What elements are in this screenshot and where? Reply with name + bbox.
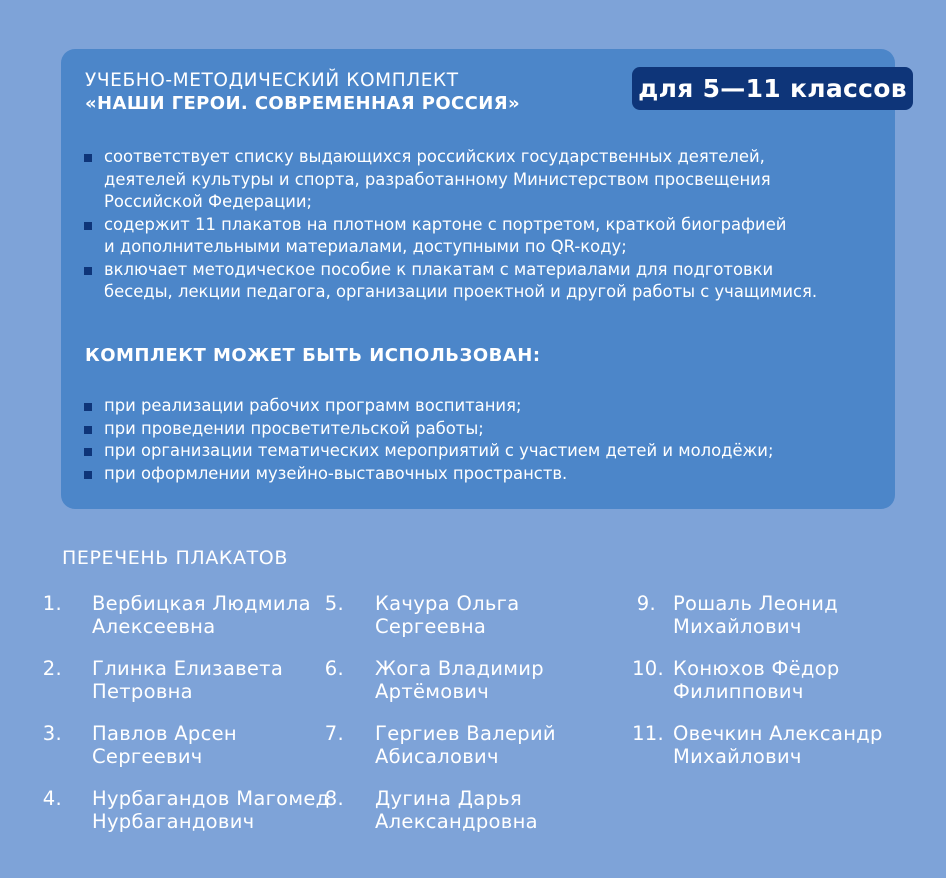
list-item [84, 395, 874, 418]
bullet-square-icon [84, 448, 92, 456]
feature-line: содержит 11 плакатов на плотном картоне с портретом, краткой биографией [104, 214, 787, 234]
bullet-square-icon [84, 154, 92, 162]
poster-name-line2: Петровна [92, 680, 193, 703]
poster-name-line1: Дугина Дарья [375, 787, 522, 810]
poster-number: 2. [42, 657, 62, 680]
bullet-square-icon [84, 403, 92, 411]
poster-name-line2: Алексеевна [92, 615, 216, 638]
poster-name-line1: Павлов Арсен [92, 722, 237, 745]
list-item [84, 418, 874, 441]
poster-name-line2: Нурбагандович [92, 810, 255, 833]
poster-number: 3. [42, 722, 62, 745]
poster-name-line2: Михайлович [673, 745, 802, 768]
bullet-square-icon [84, 222, 92, 230]
poster-name-line2: Александровна [375, 810, 538, 833]
poster-name-line2: Сергеевна [375, 615, 487, 638]
feature-line: беседы, лекции педагога, организации проектной и другой работы с учащимися. [104, 282, 818, 301]
poster-name-line2: Филиппович [673, 680, 804, 703]
bullet-square-icon [84, 471, 92, 479]
grade-badge: для 5—11 классов [632, 67, 913, 110]
poster-name-line1: Конюхов Фёдор [673, 657, 840, 680]
kit-features-list [84, 146, 874, 304]
list-item [84, 146, 874, 214]
list-item [84, 440, 874, 463]
poster-name-line2: Артёмович [375, 680, 490, 703]
usage-heading: КОМПЛЕКТ МОЖЕТ БЫТЬ ИСПОЛЬЗОВАН: [85, 345, 541, 366]
feature-line: Российской Федерации; [104, 192, 313, 211]
poster-number: 11. [632, 722, 664, 745]
usage-text: при реализации рабочих программ воспитания; [104, 396, 522, 415]
usage-text: при организации тематических мероприятий с участием детей и молодёжи; [104, 441, 774, 460]
feature-line: и дополнительными материалами, доступными по QR-коду; [104, 237, 627, 256]
poster-number: 8. [324, 787, 344, 810]
usage-text: при оформлении музейно-выставочных пространств. [104, 463, 568, 483]
feature-line: включает методическое пособие к плакатам с материалами для подготовки [104, 259, 774, 279]
poster-name-line1: Вербицкая Людмила [92, 592, 311, 615]
poster-name-line1: Гергиев Валерий [375, 722, 556, 745]
poster-name-line1: Глинка Елизавета [92, 657, 284, 680]
poster-number: 4. [42, 787, 62, 810]
poster-number: 9. [636, 592, 656, 615]
feature-line: соответствует списку выдающихся российских государственных деятелей, [104, 147, 765, 166]
poster-number: 6. [324, 657, 344, 680]
usage-text: при проведении просветительской работы; [104, 418, 484, 438]
poster-name-line2: Михайлович [673, 615, 802, 638]
posters-heading: ПЕРЕЧЕНЬ ПЛАКАТОВ [62, 547, 289, 569]
poster-number: 7. [324, 722, 344, 745]
list-item [84, 259, 874, 304]
kit-title [85, 69, 520, 115]
kit-info-panel [61, 49, 907, 509]
poster-name-line1: Качура Ольга [375, 592, 520, 615]
kit-title-line1: УЧЕБНО-МЕТОДИЧЕСКИЙ КОМПЛЕКТ [85, 70, 459, 91]
usage-list [84, 395, 874, 485]
list-item [84, 463, 874, 486]
poster-name-line2: Сергеевич [92, 745, 203, 768]
poster-name-line2: Абисалович [375, 745, 499, 768]
poster-name-line1: Рошаль Леонид [673, 592, 839, 615]
poster-name-line1: Овечкин Александр [673, 722, 883, 745]
feature-line: деятелей культуры и спорта, разработанному Министерством просвещения [104, 169, 771, 189]
poster-number: 5. [324, 592, 344, 615]
bullet-square-icon [84, 267, 92, 275]
poster-name-line1: Жога Владимир [375, 657, 544, 680]
poster-number: 1. [42, 592, 62, 615]
bullet-square-icon [84, 426, 92, 434]
kit-title-line2: «НАШИ ГЕРОИ. СОВРЕМЕННАЯ РОССИЯ» [85, 93, 520, 114]
poster-number: 10. [632, 657, 664, 680]
poster-name-line1: Нурбагандов Магомед [92, 787, 330, 810]
list-item [84, 214, 874, 259]
